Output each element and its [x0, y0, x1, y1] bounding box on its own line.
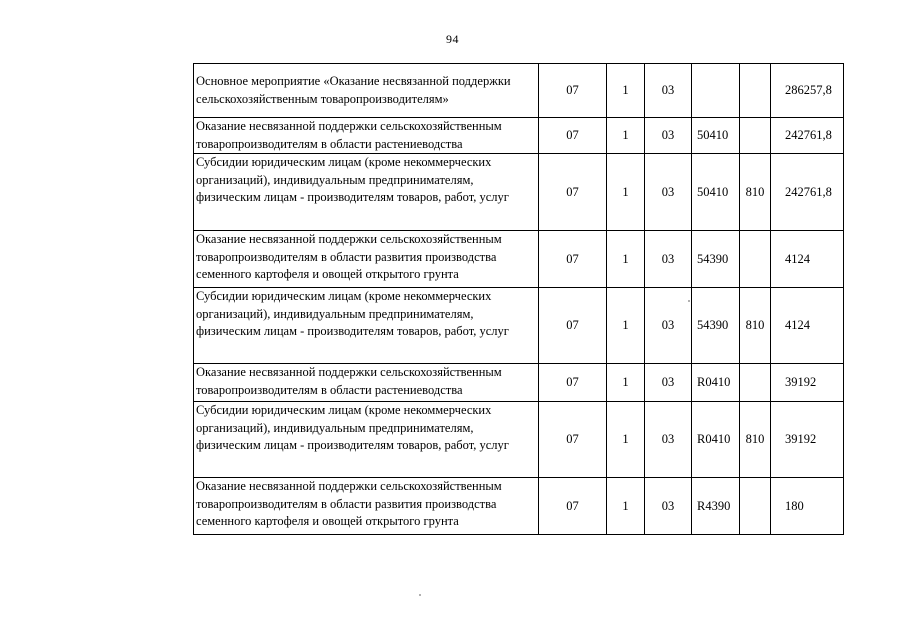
row-name-cell: Основное мероприятие «Оказание несвязанной поддержки сельскохозяйственным товаропроизводителям»: [194, 64, 539, 118]
section-code-cell: 07: [539, 364, 607, 402]
row-name-cell: Субсидии юридическим лицам (кроме некоммерческих организаций), индивидуальным предпринимателям, физическим лицам - производителям товаров, работ, услуг: [194, 154, 539, 231]
amount-cell: 4124: [771, 288, 844, 364]
target-code-cell: 54390: [692, 231, 740, 288]
scan-speck: [419, 594, 421, 596]
row-name-cell: Оказание несвязанной поддержки сельскохозяйственным товаропроизводителям в области развития производства семенного картофеля и овощей открытого грунта: [194, 478, 539, 535]
program-code-cell: 1: [607, 64, 645, 118]
program-code-cell: 1: [607, 231, 645, 288]
subprogram-code-cell: 03: [645, 288, 692, 364]
row-name-cell: Оказание несвязанной поддержки сельскохозяйственным товаропроизводителям в области растениеводства: [194, 364, 539, 402]
row-name-cell: Оказание несвязанной поддержки сельскохозяйственным товаропроизводителям в области растениеводства: [194, 118, 539, 154]
section-code-cell: 07: [539, 288, 607, 364]
row-name-cell: Субсидии юридическим лицам (кроме некоммерческих организаций), индивидуальным предпринимателям, физическим лицам - производителям товаров, работ, услуг: [194, 402, 539, 478]
table-row: [194, 118, 844, 154]
amount-cell: 242761,8: [771, 118, 844, 154]
expense-type-cell: [740, 478, 771, 535]
expense-type-cell: [740, 231, 771, 288]
table-row: [194, 231, 844, 288]
subprogram-code-cell: 03: [645, 231, 692, 288]
section-code-cell: 07: [539, 402, 607, 478]
table-row: [194, 64, 844, 118]
amount-cell: 39192: [771, 364, 844, 402]
target-code-cell: R0410: [692, 402, 740, 478]
target-code-cell: 50410: [692, 118, 740, 154]
page-number: 94: [446, 32, 459, 46]
expense-type-cell: 810: [740, 154, 771, 231]
expense-type-cell: 810: [740, 402, 771, 478]
target-code-cell: R4390: [692, 478, 740, 535]
target-code-cell: 50410: [692, 154, 740, 231]
table-row: [194, 478, 844, 535]
amount-cell: 39192: [771, 402, 844, 478]
scan-speck: [688, 300, 690, 302]
amount-cell: 180: [771, 478, 844, 535]
section-code-cell: 07: [539, 118, 607, 154]
expense-type-cell: 810: [740, 288, 771, 364]
expense-type-cell: [740, 64, 771, 118]
section-code-cell: 07: [539, 478, 607, 535]
amount-cell: 242761,8: [771, 154, 844, 231]
program-code-cell: 1: [607, 478, 645, 535]
subprogram-code-cell: 03: [645, 154, 692, 231]
table-row: [194, 402, 844, 478]
program-code-cell: 1: [607, 118, 645, 154]
program-code-cell: 1: [607, 154, 645, 231]
program-code-cell: 1: [607, 402, 645, 478]
subprogram-code-cell: 03: [645, 364, 692, 402]
section-code-cell: 07: [539, 64, 607, 118]
table-row: [194, 364, 844, 402]
section-code-cell: 07: [539, 231, 607, 288]
target-code-cell: R0410: [692, 364, 740, 402]
subprogram-code-cell: 03: [645, 478, 692, 535]
table-row: [194, 288, 844, 364]
section-code-cell: 07: [539, 154, 607, 231]
amount-cell: 4124: [771, 231, 844, 288]
program-code-cell: 1: [607, 288, 645, 364]
program-code-cell: 1: [607, 364, 645, 402]
budget-table: [193, 63, 844, 535]
target-code-cell: [692, 64, 740, 118]
target-code-cell: 54390: [692, 288, 740, 364]
subprogram-code-cell: 03: [645, 118, 692, 154]
subprogram-code-cell: 03: [645, 64, 692, 118]
row-name-cell: Субсидии юридическим лицам (кроме некоммерческих организаций), индивидуальным предпринимателям, физическим лицам - производителям товаров, работ, услуг: [194, 288, 539, 364]
table-row: [194, 154, 844, 231]
row-name-cell: Оказание несвязанной поддержки сельскохозяйственным товаропроизводителям в области развития производства семенного картофеля и овощей открытого грунта: [194, 231, 539, 288]
expense-type-cell: [740, 364, 771, 402]
expense-type-cell: [740, 118, 771, 154]
amount-cell: 286257,8: [771, 64, 844, 118]
subprogram-code-cell: 03: [645, 402, 692, 478]
